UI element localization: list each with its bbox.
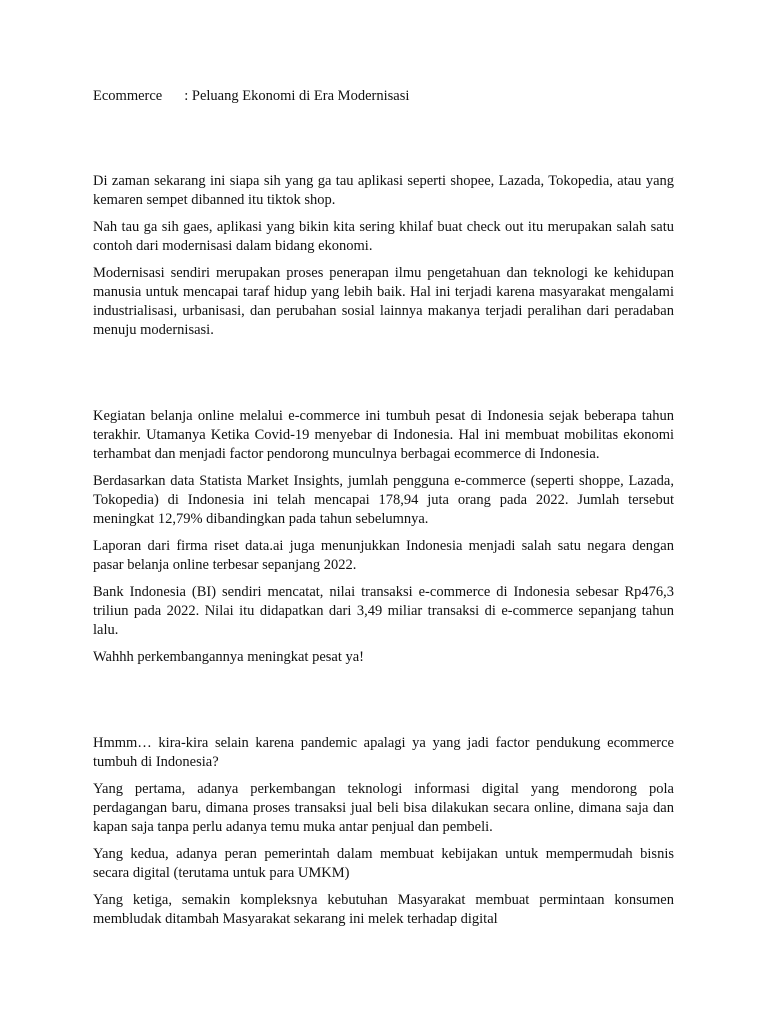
paragraph: Wahhh perkembangannya meningkat pesat ya!	[93, 649, 365, 665]
paragraph: Nah tau ga sih gaes, aplikasi yang bikin kita sering khilaf buat check out itu merupakan salah satu contoh dari modernisasi dalam bidang ekonomi.	[93, 219, 674, 254]
title-left: Ecommerce	[93, 88, 163, 104]
section-intro	[93, 172, 674, 340]
spacer	[93, 348, 674, 407]
paragraph: Bank Indonesia (BI) sendiri mencatat, nilai transaksi e-commerce di Indonesia sebesar Rp476,3 triliun pada 2022. Nilai itu didapatkan dari 3,49 miliar transaksi di e-commerce sepanjang tahun lalu.	[93, 584, 674, 638]
document-page	[93, 86, 674, 937]
paragraph: Modernisasi sendiri merupakan proses penerapan ilmu pengetahuan dan teknologi ke kehidupan manusia untuk mencapai taraf hidup yang lebih baik. Hal ini terjadi karena masyarakat mengalami industrialisasi, urbanisasi, dan perubahan sosial lainnya makanya terjadi peralihan dari peradaban menuju modernisasi.	[93, 265, 674, 338]
paragraph: Hmmm… kira-kira selain karena pandemic apalagi ya yang jadi factor pendukung ecommerce tumbuh di Indonesia?	[93, 735, 674, 770]
spacer	[93, 106, 674, 172]
paragraph: Yang kedua, adanya peran pemerintah dalam membuat kebijakan untuk mempermudah bisnis secara digital (terutama untuk para UMKM)	[93, 846, 674, 881]
paragraph: Di zaman sekarang ini siapa sih yang ga tau aplikasi seperti shopee, Lazada, Tokopedia, atau yang kemaren sempet dibanned itu tiktok shop.	[93, 173, 674, 208]
section-factors	[93, 734, 674, 929]
section-growth	[93, 407, 674, 667]
paragraph: Yang pertama, adanya perkembangan teknologi informasi digital yang mendorong pola perdagangan baru, dimana proses transaksi jual beli bisa dilakukan secara online, dimana saja dan kapan saja tanpa perlu adanya temu muka antar penjual dan pembeli.	[93, 781, 674, 835]
paragraph: Berdasarkan data Statista Market Insights, jumlah pengguna e-commerce (seperti shoppe, Lazada, Tokopedia) di Indonesia ini telah mencapai 178,94 juta orang pada 2022. Jumlah tersebut meningkat 12,79% dibandingkan pada tahun sebelumnya.	[93, 473, 674, 527]
paragraph: Laporan dari firma riset data.ai juga menunjukkan Indonesia menjadi salah satu negara dengan pasar belanja online terbesar sepanjang 2022.	[93, 538, 674, 573]
title-right: : Peluang Ekonomi di Era Modernisasi	[184, 88, 410, 104]
paragraph: Yang ketiga, semakin kompleksnya kebutuhan Masyarakat membuat permintaan konsumen membludak ditambah Masyarakat sekarang ini melek terhadap digital	[93, 892, 674, 927]
document-title	[93, 86, 674, 106]
paragraph: Kegiatan belanja online melalui e-commerce ini tumbuh pesat di Indonesia sejak beberapa tahun terakhir. Utamanya Ketika Covid-19 menyebar di Indonesia. Hal ini membuat mobilitas ekonomi terhambat dan menjadi factor pendorong munculnya berbagai ecommerce di Indonesia.	[93, 408, 674, 462]
spacer	[93, 675, 674, 734]
